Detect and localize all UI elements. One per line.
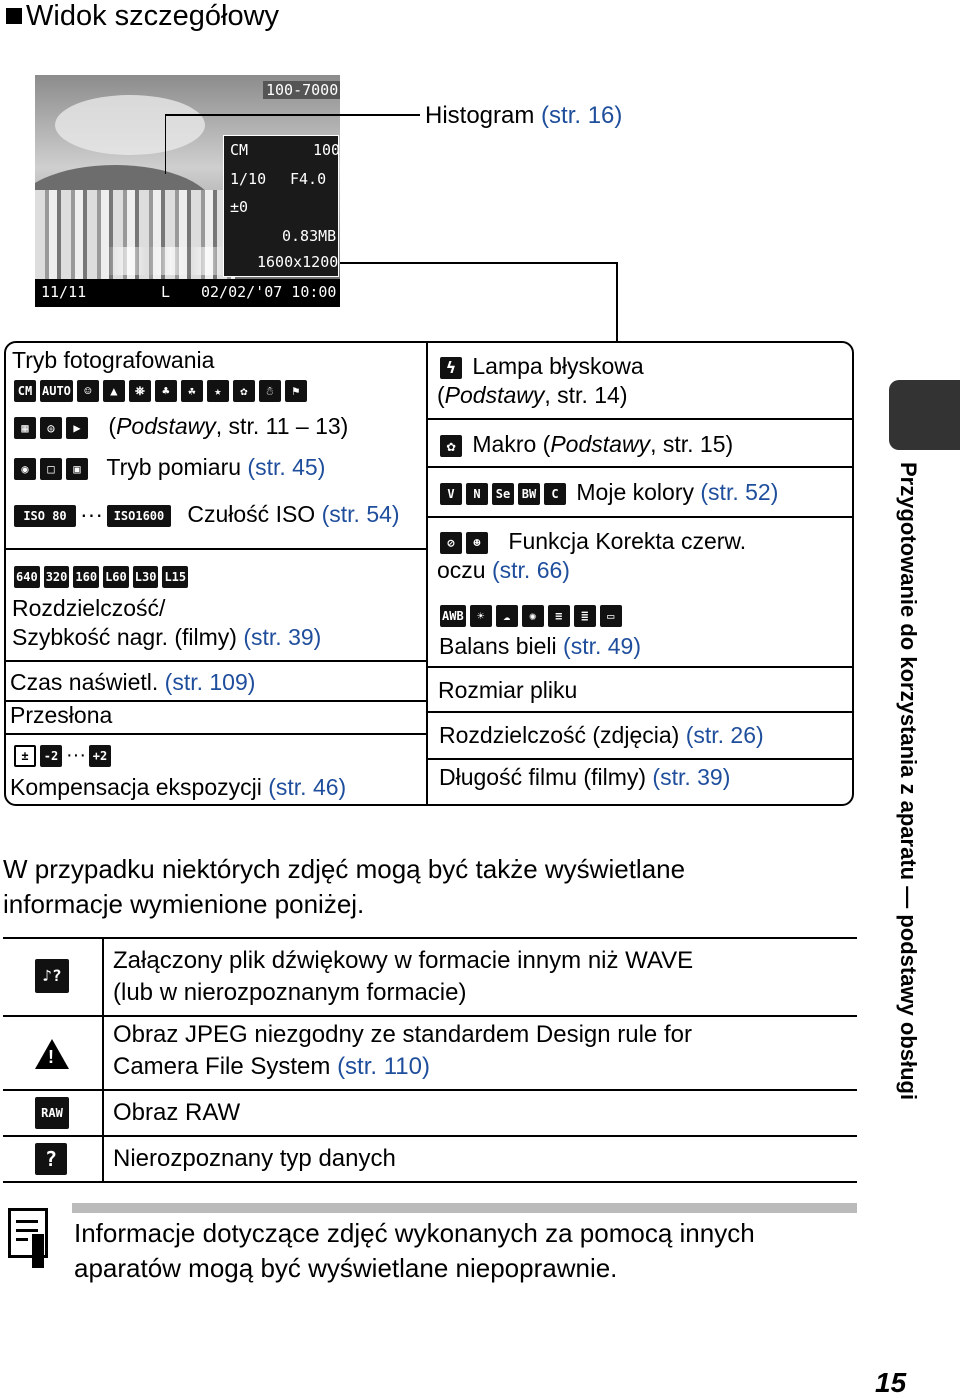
color-vivid-icon: V: [440, 483, 462, 505]
right-divider-1: [426, 418, 854, 420]
left-divider-1: [4, 548, 428, 550]
lcd-exposure-comp: ±0: [230, 198, 249, 216]
mode-kids-icon: ♣: [155, 380, 177, 402]
iso-row: ISO 80 ··· ISO1600 Czułość ISO (str. 54): [14, 500, 400, 528]
left-divider-4: [4, 733, 428, 735]
exposure-icons-row: ± -2 ··· +2: [14, 744, 115, 767]
mode-snow-icon: ☃: [259, 380, 281, 402]
photo-clouds: [55, 95, 205, 155]
metering-center-icon: □: [40, 458, 62, 480]
raw-icon: RAW: [35, 1097, 69, 1129]
white-balance-icons-row: [440, 605, 626, 627]
iso-1600-icon: ISO1600: [107, 505, 171, 527]
side-tab-marker: [889, 380, 960, 450]
shooting-mode-row2: ▦ ◎ ▶ (Podstawy, str. 11 – 13): [14, 412, 348, 440]
section-title: Widok szczegółowy: [6, 0, 279, 32]
wb-daylight-icon: ☀: [470, 605, 492, 627]
lcd-iso: 100: [313, 141, 340, 159]
color-custom-icon: C: [544, 483, 566, 505]
iso-80-icon: ISO 80: [14, 505, 76, 527]
color-bw-icon: BW: [518, 483, 540, 505]
metering-ref-link[interactable]: (str. 45): [247, 454, 326, 480]
table-row: ! Obraz JPEG niezgodny ze standardem Design rule for Camera File System (str. 110): [3, 1017, 857, 1089]
wb-cloudy-icon: ☁: [496, 605, 518, 627]
mode-indoor-icon: ★: [207, 380, 229, 402]
resolution-icons-row: [14, 566, 192, 588]
exposure-minus2-icon: -2: [40, 745, 62, 767]
red-eye-ref-link[interactable]: (str. 66): [491, 557, 570, 583]
histogram-callout-line: [165, 114, 420, 116]
lcd-resolution: 1600x1200: [257, 253, 339, 271]
flash-row: ϟ Lampa błyskowa: [440, 352, 644, 380]
exposure-comp-icon: ±: [14, 745, 36, 767]
movie-length-ref-link[interactable]: (str. 39): [652, 764, 731, 790]
unknown-data-icon: ?: [35, 1143, 67, 1175]
resolution-line2: Szybkość nagr. (filmy) (str. 39): [12, 624, 322, 650]
wb-auto-icon: AWB: [440, 605, 466, 627]
right-divider-5: [426, 711, 854, 713]
histogram-callout-bracket: [165, 114, 166, 174]
resolution-ref-link[interactable]: (str. 39): [243, 624, 322, 650]
histogram-ref-link[interactable]: (str. 16): [541, 102, 623, 129]
exposure-ref-link[interactable]: (str. 46): [268, 774, 347, 800]
side-tab-label: Przygotowanie do korzystania z aparatu — podstawy obsługi: [896, 462, 921, 1101]
info-table: [3, 937, 857, 1183]
info-panel-callout-vertical: [616, 262, 618, 342]
info-panel-callout-horizontal: [340, 262, 618, 264]
shooting-mode-icons-row1: [14, 380, 311, 402]
lcd-file-no: 100-7000: [263, 81, 340, 99]
table-row: ? Nierozpoznany typ danych: [3, 1137, 857, 1181]
macro-row: ✿ Makro (Podstawy, str. 15): [440, 430, 733, 458]
photo-resolution-row: Rozdzielczość (zdjęcia) (str. 26): [439, 722, 764, 748]
color-sepia-icon: Se: [492, 483, 514, 505]
lcd-datetime: 02/02/'07 10:00: [201, 283, 337, 301]
red-eye-row: ⊘ ☻ Funkcja Korekta czerw.: [440, 527, 746, 555]
lcd-file-size: 0.83MB: [282, 227, 337, 245]
right-divider-2: [426, 466, 854, 468]
mode-cm-icon: CM: [14, 380, 36, 402]
wb-tungsten-icon: ✺: [522, 605, 544, 627]
table-row: RAW Obraz RAW: [3, 1091, 857, 1135]
histogram-label: Histogram (str. 16): [425, 102, 623, 129]
wb-custom-icon: ▭: [600, 605, 622, 627]
table-row: ♪? Załączony plik dźwiękowy w formacie innym niż WAVE (lub w nierozpoznanym formacie): [3, 939, 857, 1015]
mode-night-icon: ⛯: [129, 380, 151, 402]
red-eye-face-icon: ☻: [466, 532, 488, 554]
mode-stitch-icon: ▦: [14, 417, 36, 439]
flash-icon: ϟ: [440, 357, 462, 379]
file-size-row: Rozmiar pliku: [438, 677, 578, 703]
mode-color-swap-icon: ◎: [40, 417, 62, 439]
res-l15-icon: L15: [162, 566, 188, 588]
mode-landscape-icon: ▲: [103, 380, 125, 402]
photo-resolution-ref-link[interactable]: (str. 26): [685, 722, 764, 748]
lcd-aperture: F4.0: [290, 170, 327, 188]
red-eye-correction-icon: ⊘: [440, 532, 462, 554]
right-divider-3: [426, 516, 854, 518]
lcd-quality: L: [161, 283, 171, 301]
intro-paragraph: W przypadku niektórych zdjęć mogą być także wyświetlane informacje wymienione poniżej.: [3, 854, 686, 919]
mode-movie-icon: ▶: [66, 417, 88, 439]
white-balance-row: Balans bieli (str. 49): [439, 633, 641, 659]
res-320-icon: 320: [44, 566, 70, 588]
color-neutral-icon: N: [466, 483, 488, 505]
metering-row: ◉ □ ▣ Tryb pomiaru (str. 45): [14, 453, 325, 481]
resolution-line1: Rozdzielczość/: [12, 595, 166, 621]
red-eye-line2: oczu (str. 66): [437, 557, 570, 583]
right-divider-6: [426, 758, 854, 760]
camera-lcd-screenshot: [35, 75, 340, 307]
movie-length-row: Długość filmu (filmy) (str. 39): [439, 764, 731, 790]
mode-portrait-icon: ☺: [77, 380, 99, 402]
metering-evaluative-icon: ◉: [14, 458, 36, 480]
metering-spot-icon: ▣: [66, 458, 88, 480]
note-divider: [72, 1203, 857, 1213]
lcd-shutter: 1/10: [230, 170, 267, 188]
note-text: Informacje dotyczące zdjęć wykonanych za pomocą innych aparatów mogą być wyświetlane niepoprawnie.: [74, 1218, 755, 1283]
macro-icon: ✿: [440, 435, 462, 457]
res-160-icon: 160: [73, 566, 99, 588]
histogram: [105, 247, 225, 275]
lcd-frame: 11/11: [41, 283, 87, 301]
note-icon: [8, 1208, 52, 1270]
white-balance-ref-link[interactable]: (str. 49): [563, 633, 641, 659]
dcf-ref-link[interactable]: (str. 110): [337, 1053, 430, 1080]
audio-unknown-icon: ♪?: [35, 959, 69, 993]
shutter-ref-link[interactable]: (str. 109): [164, 669, 256, 695]
wb-fluorescent-icon: ≡: [548, 605, 570, 627]
mode-beach-icon: ⚑: [285, 380, 307, 402]
flash-ref: (Podstawy, str. 14): [437, 382, 628, 408]
left-divider-2: [4, 660, 428, 662]
res-640-icon: 640: [14, 566, 40, 588]
bullet-square-icon: [6, 8, 22, 24]
mode-fireworks-icon: ✿: [233, 380, 255, 402]
my-colors-ref-link[interactable]: (str. 52): [700, 479, 779, 505]
exposure-plus2-icon: +2: [89, 745, 111, 767]
exposure-row: Kompensacja ekspozycji (str. 46): [10, 774, 347, 800]
mode-auto-icon: AUTO: [40, 380, 73, 402]
shutter-row: Czas naświetl. (str. 109): [10, 669, 256, 695]
right-divider-4: [426, 666, 854, 668]
shooting-mode-title: Tryb fotografowania: [12, 347, 215, 373]
my-colors-row: V N Se BW C Moje kolory (str. 52): [440, 478, 778, 506]
iso-ref-link[interactable]: (str. 54): [321, 501, 400, 527]
aperture-row: Przesłona: [10, 702, 113, 728]
res-l30-icon: L30: [133, 566, 159, 588]
table-bottom-line: [3, 1181, 857, 1183]
mode-foliage-icon: ☘: [181, 380, 203, 402]
wb-fluorescent-h-icon: ≣: [574, 605, 596, 627]
page-number: 15: [875, 1367, 907, 1398]
res-l60-icon: L60: [103, 566, 129, 588]
lcd-mode: CM: [230, 141, 249, 159]
